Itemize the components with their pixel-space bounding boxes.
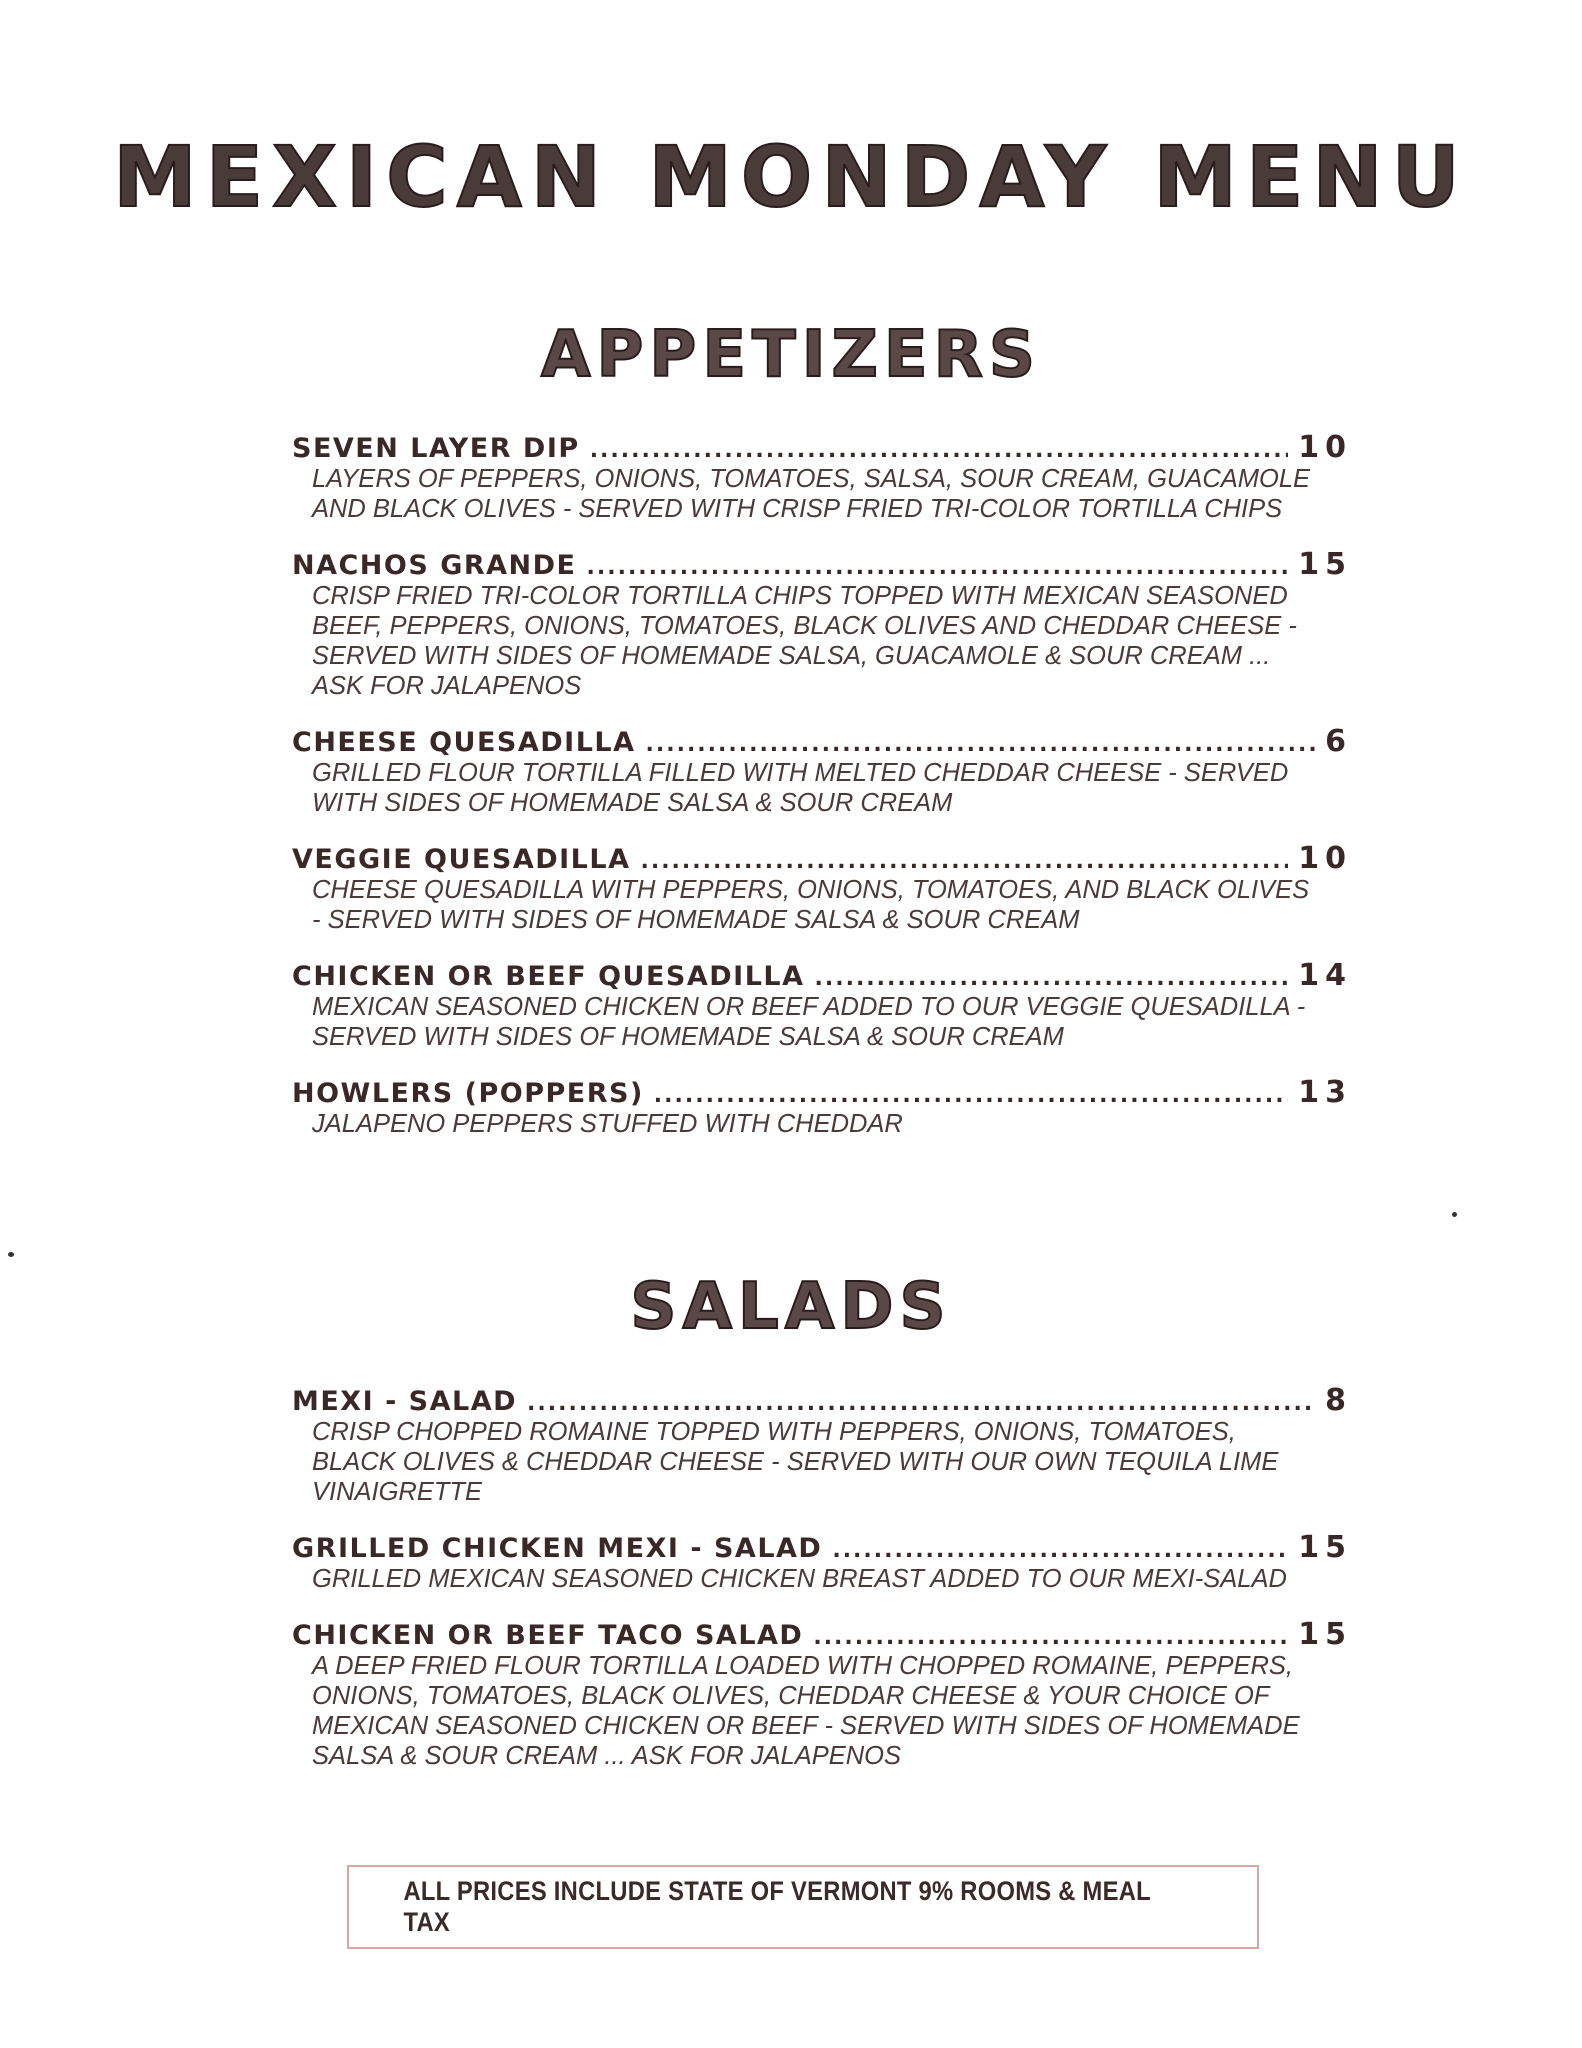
item-description: CHEESE QUESADILLA WITH PEPPERS, ONIONS, TOMATOES, AND BLACK OLIVES - SERVED WITH SIDES OF HOMEMADE SALSA & SOUR CREAM — [312, 876, 1310, 934]
dot-leader — [640, 849, 1288, 874]
item-description: CRISP CHOPPED ROMAINE TOPPED WITH PEPPERS, ONIONS, TOMATOES, BLACK OLIVES & CHEDDAR CHEESE - SERVED WITH OUR OWN TEQUILA LIME VINAIGRETTE — [312, 1418, 1279, 1506]
item-price: 15 — [1298, 547, 1352, 582]
dot-leader — [587, 555, 1289, 580]
item-name: CHICKEN OR BEEF QUESADILLA — [292, 961, 805, 992]
item-price: 15 — [1298, 1530, 1352, 1565]
menu-item — [292, 1530, 1352, 1594]
scan-speck — [1452, 1212, 1457, 1217]
item-price: 10 — [1298, 430, 1352, 465]
appetizers-list — [292, 430, 1352, 1162]
item-name: MEXI - SALAD — [292, 1386, 518, 1417]
menu-title: MEXICAN MONDAY MENU — [113, 128, 1469, 226]
item-name: VEGGIE QUESADILLA — [292, 844, 631, 875]
menu-item — [292, 430, 1352, 524]
item-name: NACHOS GRANDE — [292, 550, 577, 581]
item-description: JALAPENO PEPPERS STUFFED WITH CHEDDAR — [312, 1110, 903, 1138]
item-description: GRILLED MEXICAN SEASONED CHICKEN BREAST ADDED TO OUR MEXI-SALAD — [312, 1565, 1287, 1593]
section-heading-salads: SALADS — [630, 1270, 952, 1344]
dot-leader — [590, 438, 1289, 463]
menu-item — [292, 547, 1352, 701]
dot-leader — [813, 1625, 1288, 1650]
item-name: CHEESE QUESADILLA — [292, 727, 636, 758]
menu-item — [292, 841, 1352, 935]
item-name: GRILLED CHICKEN MEXI - SALAD — [292, 1533, 823, 1564]
dot-leader — [832, 1538, 1288, 1563]
item-description: A DEEP FRIED FLOUR TORTILLA LOADED WITH CHOPPED ROMAINE, PEPPERS, ONIONS, TOMATOES, BLACK OLIVES, CHEDDAR CHEESE & YOUR CHOICE OF MEXICAN SEASONED CHICKEN OR BEEF - SERVED WITH SIDES OF HOMEMADE SALSA & SOUR CREAM ... ASK FOR JALAPENOS — [312, 1652, 1300, 1770]
section-heading-appetizers: APPETIZERS — [540, 318, 1042, 392]
item-description: CRISP FRIED TRI-COLOR TORTILLA CHIPS TOPPED WITH MEXICAN SEASONED BEEF, PEPPERS, ONIONS, TOMATOES, BLACK OLIVES AND CHEDDAR CHEESE - SERVED WITH SIDES OF HOMEMADE SALSA, GUACAMOLE & SOUR CREAM ... ASK FOR JALAPENOS — [312, 582, 1297, 700]
dot-leader — [527, 1391, 1315, 1416]
menu-item — [292, 1383, 1352, 1507]
salads-list — [292, 1383, 1352, 1794]
item-price: 8 — [1325, 1383, 1352, 1418]
dot-leader — [646, 732, 1316, 757]
item-price: 10 — [1298, 841, 1352, 876]
dot-leader — [654, 1083, 1288, 1108]
item-name: SEVEN LAYER DIP — [292, 433, 580, 464]
tax-notice-box — [347, 1865, 1259, 1949]
item-price: 14 — [1298, 958, 1352, 993]
dot-leader — [815, 966, 1289, 991]
menu-item — [292, 1617, 1352, 1771]
item-price: 6 — [1325, 724, 1352, 759]
item-description: MEXICAN SEASONED CHICKEN OR BEEF ADDED TO OUR VEGGIE QUESADILLA - SERVED WITH SIDES OF HOMEMADE SALSA & SOUR CREAM — [312, 993, 1306, 1051]
item-price: 15 — [1298, 1617, 1352, 1652]
item-name: CHICKEN OR BEEF TACO SALAD — [292, 1620, 804, 1651]
item-description: LAYERS OF PEPPERS, ONIONS, TOMATOES, SALSA, SOUR CREAM, GUACAMOLE AND BLACK OLIVES - SERVED WITH CRISP FRIED TRI-COLOR TORTILLA CHIPS — [312, 465, 1311, 523]
item-name: HOWLERS (POPPERS) — [292, 1078, 644, 1109]
menu-item — [292, 958, 1352, 1052]
menu-item — [292, 724, 1352, 818]
item-description: GRILLED FLOUR TORTILLA FILLED WITH MELTED CHEDDAR CHEESE - SERVED WITH SIDES OF HOMEMADE SALSA & SOUR CREAM — [312, 759, 1289, 817]
menu-item — [292, 1075, 1352, 1139]
item-price: 13 — [1298, 1075, 1352, 1110]
scan-speck — [8, 1252, 14, 1257]
tax-notice: ALL PRICES INCLUDE STATE OF VERMONT 9% ROOMS & MEAL TAX — [403, 1876, 1151, 1937]
